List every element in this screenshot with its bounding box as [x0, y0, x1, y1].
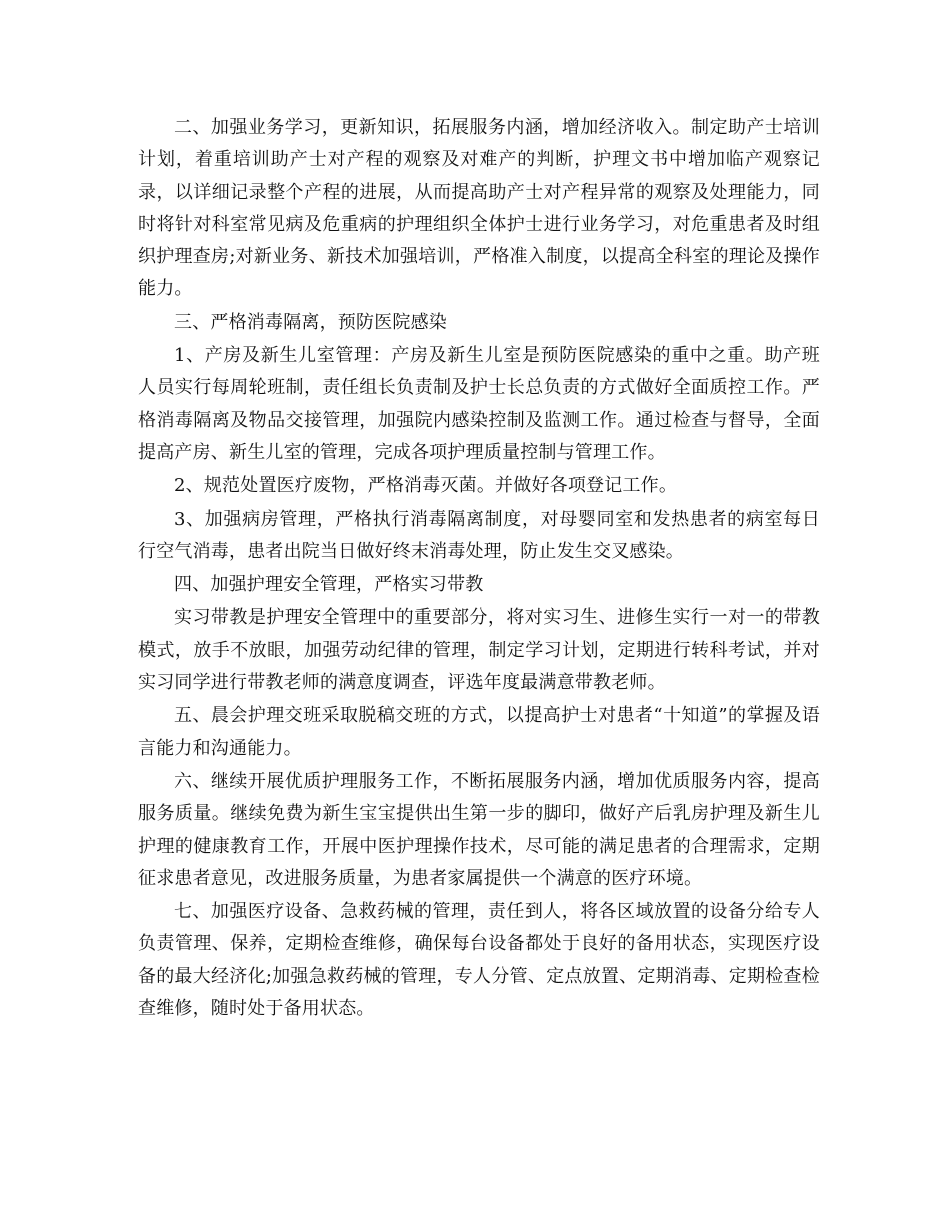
document-body: [138, 112, 820, 1026]
paragraph-internship: 实习带教是护理安全管理中的重要部分，将对实习生、进修生实行一对一的带教模式，放手不放眼，加强劳动纪律的管理，制定学习计划，定期进行转科考试，并对实习同学进行带教老师的满意度调查，评选年度最满意带教老师。: [138, 607, 820, 694]
heading-disinfection: 三、严格消毒隔离，预防医院感染: [174, 311, 447, 333]
paragraph-quality-service: 六、继续开展优质护理服务工作，不断拓展服务内涵，增加优质服务内容，提高服务质量。继续免费为新生宝宝提供出生第一步的脚印，做好产后乳房护理及新生儿护理的健康教育工作，开展中医护理操作技术，尽可能的满足患者的合理需求，定期征求患者意见，改进服务质量，为患者家属提供一个满意的医疗环境。: [138, 770, 820, 889]
paragraph-ward-management: 3、加强病房管理，严格执行消毒隔离制度，对母婴同室和发热患者的病室每日行空气消毒，患者出院当日做好终末消毒处理，防止发生交叉感染。: [138, 508, 820, 562]
paragraph-delivery-room: 1、产房及新生儿室管理：产房及新生儿室是预防医院感染的重中之重。助产班人员实行每周轮班制，责任组长负责制及护士长总负责的方式做好全面质控工作。严格消毒隔离及物品交接管理，加强院内感染控制及监测工作。通过检查与督导，全面提高产房、新生儿室的管理，完成各项护理质量控制与管理工作。: [138, 345, 820, 463]
heading-safety-teaching: 四、加强护理安全管理，严格实习带教: [174, 574, 484, 596]
paragraph-medical-waste: 2、规范处置医疗废物，严格消毒灭菌。并做好各项登记工作。: [174, 475, 678, 497]
paragraph-equipment: 七、加强医疗设备、急救药械的管理，责任到人，将各区域放置的设备分给专人负责管理、保养，定期检查维修，确保每台设备都处于良好的备用状态，实现医疗设备的最大经济化;加强急救药械的管理，专人分管、定点放置、定期消毒、定期检查检查维修，随时处于备用状态。: [138, 901, 820, 1020]
paragraph-morning-handover: 五、晨会护理交班采取脱稿交班的方式，以提高护士对患者“十知道”的掌握及语言能力和沟通能力。: [138, 705, 820, 759]
paragraph-study: 二、加强业务学习，更新知识，拓展服务内涵，增加经济收入。制定助产士培训计划，着重培训助产士对产程的观察及对难产的判断，护理文书中增加临产观察记录，以详细记录整个产程的进展，从而提高助产士对产程异常的观察及处理能力，同时将针对科室常见病及危重病的护理组织全体护士进行业务学习，对危重患者及时组织护理查房;对新业务、新技术加强培训，严格准入制度，以提高全科室的理论及操作能力。: [138, 117, 820, 300]
